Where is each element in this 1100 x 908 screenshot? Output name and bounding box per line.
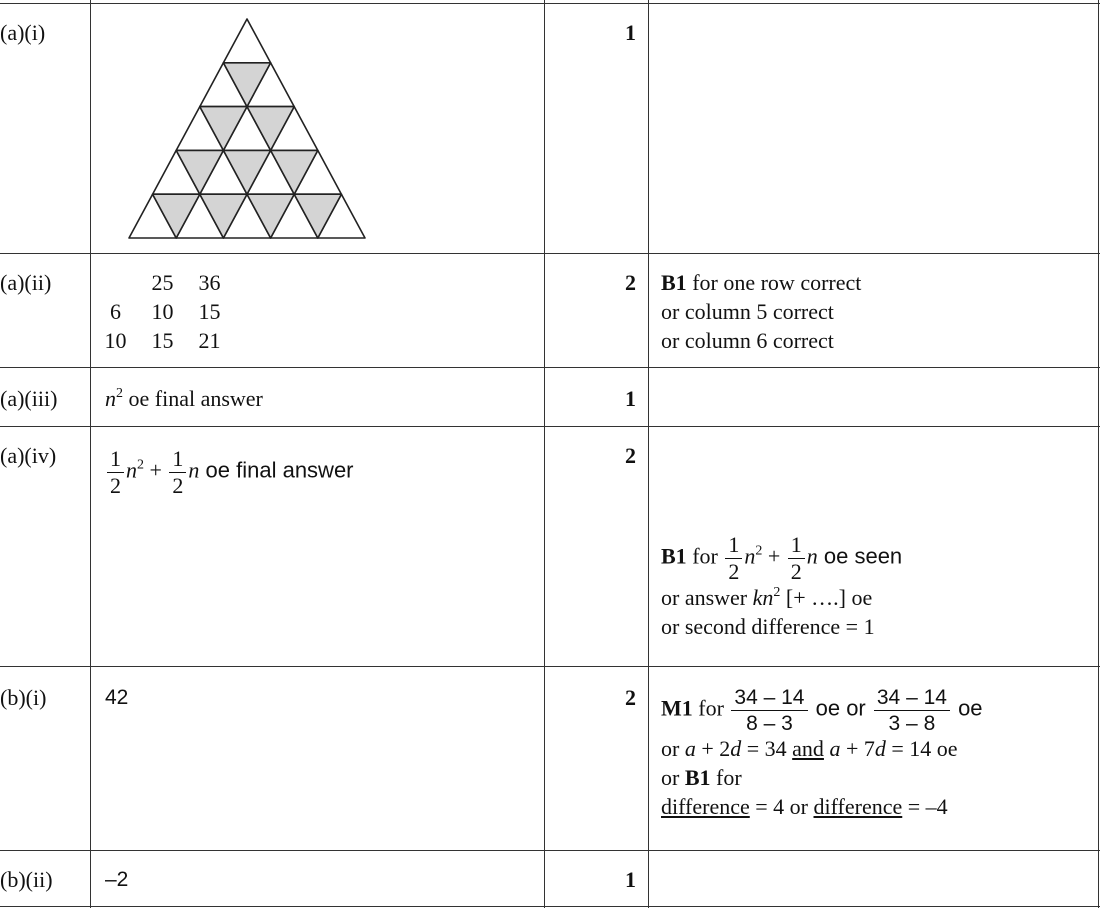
note-text: = 34	[741, 736, 793, 761]
grid-cell: 15	[151, 328, 174, 353]
note-line	[661, 792, 983, 821]
answer-grid	[92, 268, 233, 355]
note-text: or answer	[661, 585, 753, 610]
fraction	[169, 448, 186, 497]
guidance-notes	[661, 534, 902, 641]
note-line	[661, 734, 983, 763]
note-text: [+ ….] oe	[780, 585, 873, 610]
math-var: d	[874, 736, 886, 761]
math-var: a	[684, 736, 696, 761]
mark-tag: B1	[684, 765, 711, 790]
note-text: + 7	[840, 736, 875, 761]
note-text: for	[692, 695, 730, 721]
underlined-text: difference	[813, 794, 903, 819]
grid-cell: 25	[151, 270, 174, 295]
note-line	[661, 268, 861, 297]
math-var: d	[730, 736, 742, 761]
denominator: 2	[728, 559, 740, 584]
note-text: = –4	[902, 794, 948, 819]
note-line	[661, 534, 902, 583]
exponent: 2	[116, 386, 123, 401]
fraction	[788, 534, 805, 583]
exponent: 2	[773, 585, 781, 600]
row-divider	[0, 666, 1100, 667]
exponent: 2	[755, 543, 763, 559]
note-line: or second difference = 1	[661, 614, 875, 639]
numerator: 1	[725, 534, 742, 559]
numerator: 1	[169, 448, 186, 473]
grid-cell: 15	[198, 299, 221, 324]
note-line	[661, 687, 983, 734]
question-number: (b)(ii)	[0, 867, 53, 892]
mark-tag: M1	[661, 695, 693, 721]
denominator: 2	[790, 559, 802, 584]
fraction	[874, 687, 950, 734]
row-divider	[0, 367, 1100, 368]
math-var: a	[829, 736, 841, 761]
operator: +	[144, 457, 168, 483]
denominator: 2	[172, 473, 184, 498]
row-divider	[0, 426, 1100, 427]
row-divider	[0, 850, 1100, 851]
note-text: for	[710, 765, 742, 790]
denominator: 2	[110, 473, 121, 498]
note-text: oe or	[809, 695, 872, 721]
note-line: or column 6 correct	[661, 328, 834, 353]
grid-cell: 10	[104, 328, 127, 353]
marks: 2	[625, 685, 636, 710]
question-number: (a)(ii)	[0, 270, 52, 295]
math-var: n	[105, 386, 116, 411]
upright-triangle	[223, 19, 270, 63]
mark-tag: B1	[661, 270, 687, 295]
numerator: 34 – 14	[874, 687, 950, 711]
note-line: or column 5 correct	[661, 299, 834, 324]
note-text: for	[686, 543, 724, 569]
question-number: (a)(iv)	[0, 443, 57, 468]
math-var: n	[126, 457, 137, 483]
question-number: (a)(i)	[0, 20, 46, 45]
numerator: 1	[788, 534, 805, 559]
denominator: 3 – 8	[888, 712, 936, 735]
question-number: (b)(i)	[0, 685, 47, 710]
math-var: n	[744, 543, 756, 569]
exponent: 2	[137, 457, 144, 473]
fraction	[107, 448, 124, 497]
note-text: oe seen	[817, 543, 903, 569]
answer-text: oe final answer	[199, 457, 354, 483]
note-text: or	[661, 765, 685, 790]
marks: 2	[625, 270, 636, 295]
numerator: 34 – 14	[731, 687, 807, 711]
grid-row	[92, 326, 233, 355]
note-text: + 2	[695, 736, 731, 761]
note-text: for one row correct	[686, 270, 862, 295]
math-var: n	[806, 543, 818, 569]
note-line	[661, 763, 983, 792]
note-text: or	[661, 736, 685, 761]
mark-tag: B1	[661, 543, 687, 569]
grid-row	[92, 297, 233, 326]
marks: 1	[625, 867, 636, 892]
answer	[105, 384, 263, 413]
fraction	[725, 534, 742, 583]
note-line	[661, 583, 902, 612]
grid-cell: 21	[198, 328, 221, 353]
underlined-text: difference	[661, 794, 750, 819]
grid-cell: 36	[198, 270, 221, 295]
numerator: 1	[107, 448, 124, 473]
grid-cell: 10	[151, 299, 174, 324]
marks: 1	[625, 20, 636, 45]
underlined-text: and	[792, 736, 824, 761]
answer-text: oe final answer	[123, 386, 263, 411]
denominator: 8 – 3	[746, 712, 793, 735]
fraction	[731, 687, 807, 734]
marks: 2	[625, 443, 636, 468]
math-var: kn	[752, 585, 774, 610]
answer: 42	[105, 686, 129, 709]
marks: 1	[625, 386, 636, 411]
note-text: = 4 or	[749, 794, 814, 819]
grid-row	[92, 268, 233, 297]
note-text: oe	[951, 695, 983, 721]
grid-cell: 6	[110, 299, 121, 324]
guidance-notes	[661, 687, 983, 821]
question-number: (a)(iii)	[0, 386, 58, 411]
table-bottom-border	[0, 906, 1100, 907]
math-var: n	[188, 457, 200, 483]
guidance-notes	[661, 268, 861, 355]
operator: +	[762, 543, 786, 569]
answer: –2	[105, 868, 129, 891]
answer	[105, 448, 354, 497]
note-text: = 14 oe	[885, 736, 958, 761]
